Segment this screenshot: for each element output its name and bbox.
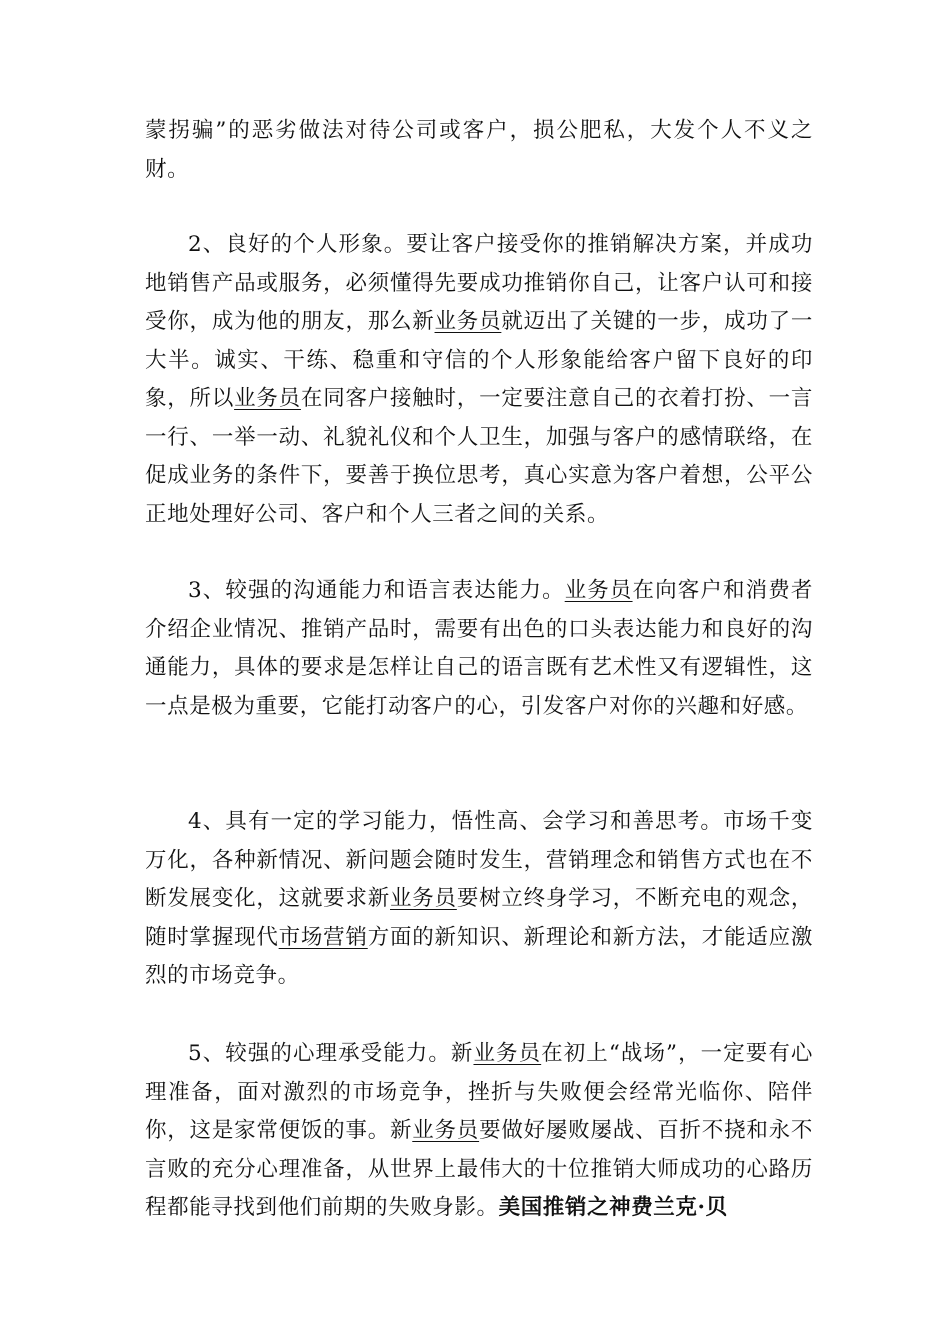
hyperlink[interactable]: 业务员	[564, 578, 633, 603]
hyperlink[interactable]: 业务员	[234, 386, 301, 411]
paragraph-2	[145, 226, 813, 534]
hyperlink[interactable]: 市场营销	[278, 924, 368, 950]
paragraph-5	[145, 1035, 813, 1228]
hyperlink[interactable]: 业务员	[412, 1118, 480, 1143]
hyperlink[interactable]: 业务员	[390, 886, 457, 911]
paragraph-text: 2、良好的个人形象。要让客户接受你的推销解决方案，并成功地销售产品或服务，必须懂得先要成功推销你自己，让客户认可和接受你，成为他的朋友，那么新	[145, 232, 813, 334]
hyperlink[interactable]: 业务员	[434, 309, 502, 334]
paragraph-text: 3、较强的沟通能力和语言表达能力。	[188, 578, 565, 603]
paragraph-text: 在同客户接触时，一定要注意自己的衣着打扮、一言一行、一举一动、礼貌礼仪和个人卫生，加强与客户的感情联络，在促成业务的条件下，要善于换位思考，真心实意为客户着想，公平公正地处理好公司、客户和个人三者之间的关系。	[145, 386, 813, 527]
paragraph-text: 4、具有一定的学习能力，悟性高、会学习和善思考。市场千变万化，各种新情况、新问题会随时发生，营销理念和销售方式也在不断发展变化，这就要求新	[145, 809, 813, 911]
paragraph-text: 在初上“战场”，一定要有心理准备，面对激烈的市场竞争，挫折与失败便会经常光临你、陪伴你，这是家常便饭的事。新	[145, 1041, 813, 1143]
paragraph-3	[145, 572, 813, 726]
hyperlink[interactable]: 业务员	[473, 1041, 542, 1066]
paragraph-text: 要树立终身学习，不断充电的观念，随时掌握现代	[145, 886, 813, 950]
paragraph-1	[145, 112, 813, 189]
bold-text: 美国推销之神费兰克·贝	[498, 1195, 728, 1220]
paragraph-text: 要做好屡败屡战、百折不挠和永不言败的充分心理准备，从世界上最伟大的十位推销大师成功的心路历程都能寻找到他们前期的失败身影。	[145, 1118, 813, 1220]
paragraph-4	[145, 803, 813, 996]
paragraph-text: 5、较强的心理承受能力。新	[188, 1041, 474, 1066]
paragraph-text: 就迈出了关键的一步，成功了一大半。诚实、干练、稳重和守信的个人形象能给客户留下良好的印象，所以	[145, 309, 813, 411]
paragraph-text: 方面的新知识、新理论和新方法，才能适应激烈的市场竞争。	[145, 924, 813, 988]
paragraph-text: 蒙拐骗”的恶劣做法对待公司或客户，损公肥私，大发个人不义之财。	[145, 118, 813, 182]
paragraph-text: 在向客户和消费者介绍企业情况、推销产品时，需要有出色的口头表达能力和良好的沟通能力，具体的要求是怎样让自己的语言既有艺术性又有逻辑性，这一点是极为重要，它能打动客户的心，引发客户对你的兴趣和好感。	[145, 578, 813, 719]
